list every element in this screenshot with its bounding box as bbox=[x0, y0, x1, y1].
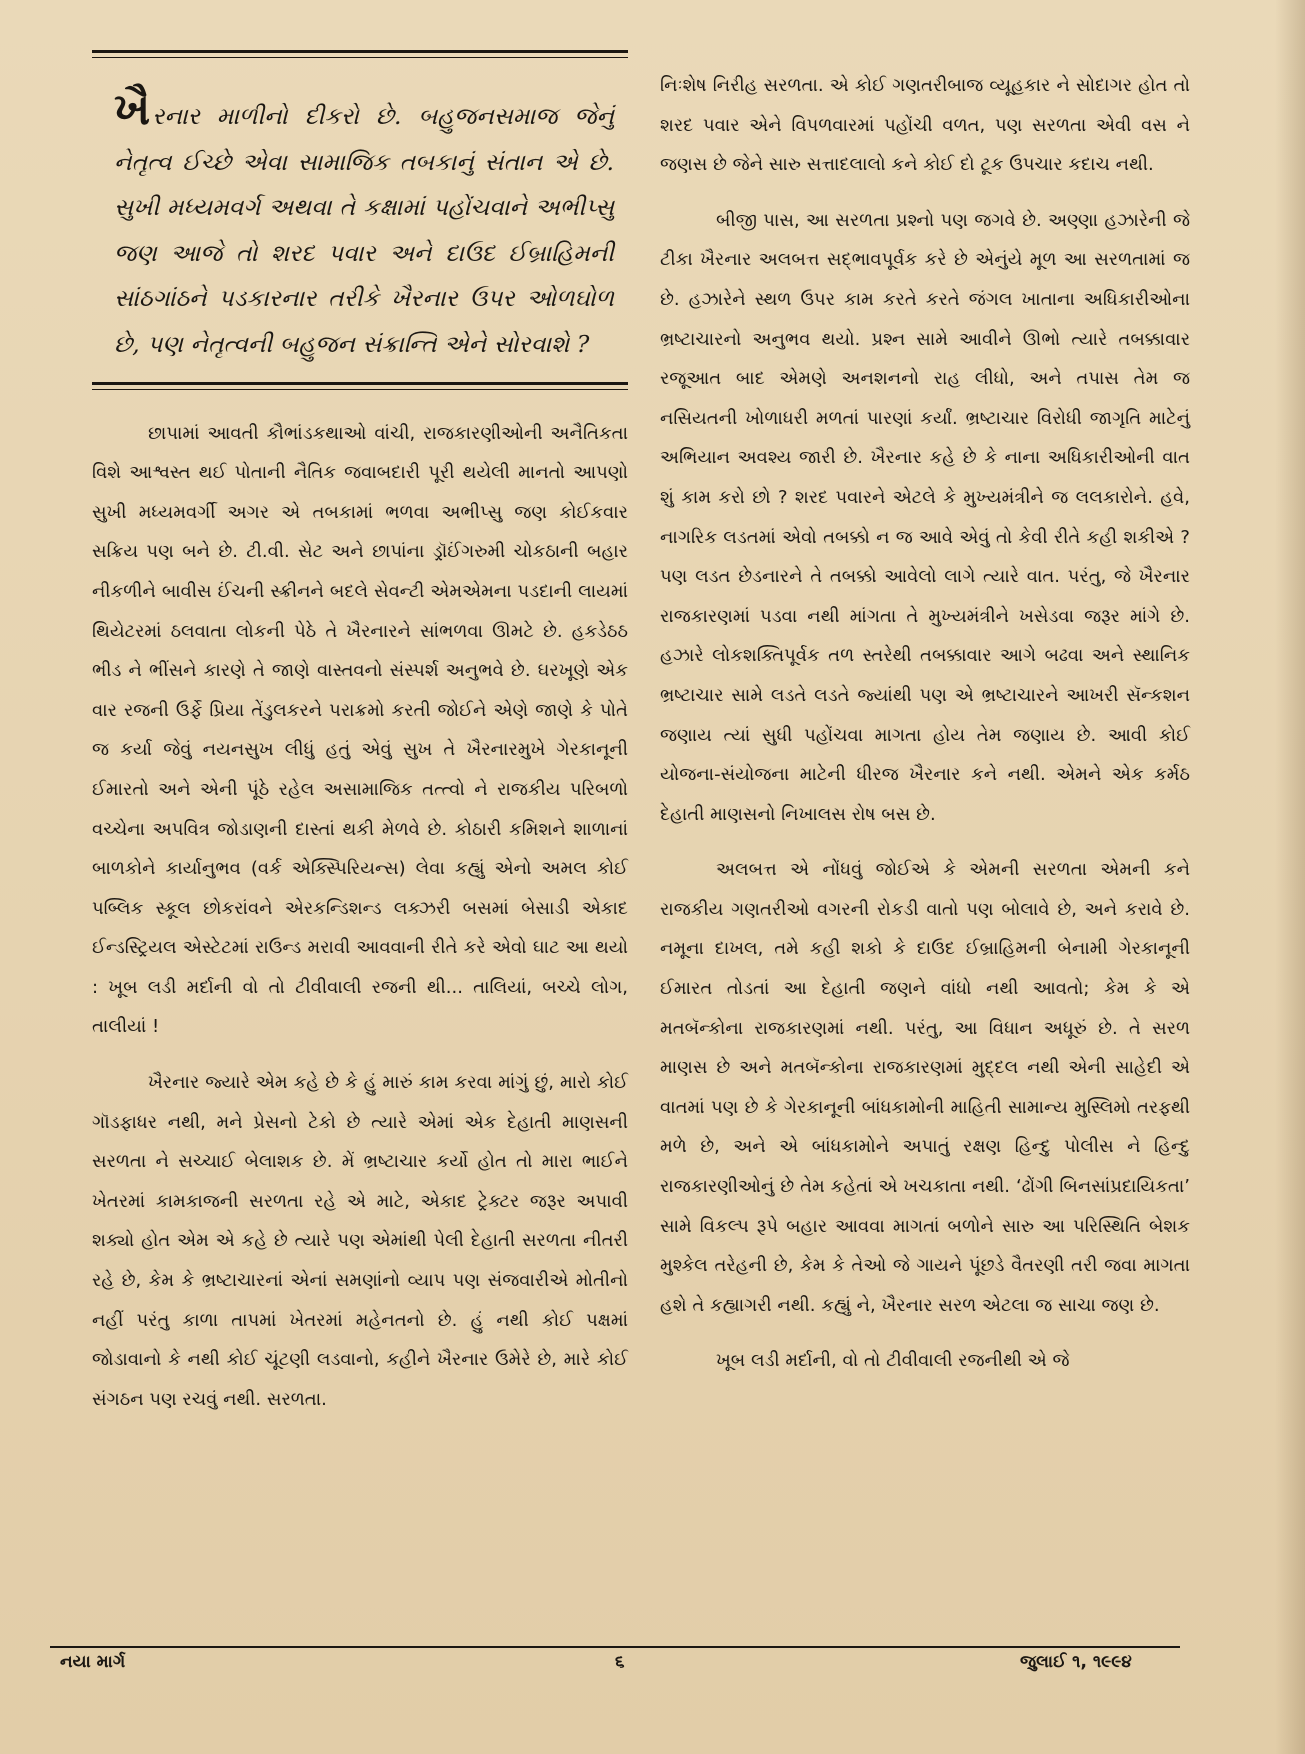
footer-publication: નયા માર્ગ bbox=[60, 1652, 126, 1672]
footer-page-number: ૬ bbox=[615, 1652, 625, 1672]
right-column bbox=[660, 66, 1190, 1381]
page-edge-shadow bbox=[1275, 0, 1305, 1754]
left-body bbox=[92, 414, 628, 1420]
right-paragraph-1: નિઃશેષ નિરીહ સરળતા. એ કોઈ ગણતરીબાજ વ્યૂહકાર ને સોદાગર હોત તો શરદ પવાર એને વિપળવારમાં પહોંચી વળત, પણ સરળતા એવી વસ ને જણસ છે જેને સારુ સત્તાદલાલો કને કોઈ દો ટૂક ઉપચાર કદાચ નથી. bbox=[660, 75, 1190, 176]
right-paragraph-3: અલબત્ત એ નોંધવું જોઈએ કે એમની સરળતા એમની કને રાજકીય ગણતરીઓ વગરની રોકડી વાતો પણ બોલાવે છે, અને કરાવે છે. નમૂના દાખલ, તમે કહી શકો કે દાઉદ ઈબ્રાહિમની બેનામી ગેરકાનૂની ઈમારત તોડતાં આ દેહાતી જણને વાંધો નથી આવતો; કેમ કે એ મતબૅન્કોના રાજકારણમાં નથી. પરંતુ, આ વિધાન અધૂરું છે. તે સરળ માણસ છે અને મતબૅન્કોના રાજકારણમાં મુદ્દલ નથી એની સાહેદી એ વાતમાં પણ છે કે ગેરકાનૂની બાંધકામોની માહિતી સામાન્ય મુસ્લિમો તરફથી મળે છે, અને એ બાંધકામોને અપાતું રક્ષણ હિન્દુ પોલીસ ને હિન્દુ રાજકારણીઓનું છે તેમ કહેતાં એ ખચકાતા નથી. ‘ઢોંગી બિનસાંપ્રદાયિકતા’ સામે વિકલ્પ રૂપે બહાર આવવા માગતાં બળોને સારુ આ પરિસ્થિતિ બેશક મુશ્કેલ તરેહની છે, કેમ કે તેઓ જે ગાયને પૂંછડે વૈતરણી તરી જવા માગતા હશે તે કહ્યાગરી નથી. કહ્યું ને, ખૈરનાર સરળ એટલા જ સાચા જણ છે. bbox=[660, 859, 1190, 1316]
footer-date: જુલાઈ ૧, ૧૯૯૪ bbox=[1020, 1652, 1132, 1672]
right-body bbox=[660, 66, 1190, 1381]
pullquote-bottom-rule bbox=[92, 382, 628, 390]
right-paragraph-2: બીજી પાસ, આ સરળતા પ્રશ્નો પણ જગવે છે. અણ્ણા હઝારેની જે ટીકા ખૈરનાર અલબત્ત સદ્ભાવપૂર્વક કરે છે એનુંયે મૂળ આ સરળતામાં જ છે. હઝારેને સ્થળ ઉપર કામ કરતે કરતે જંગલ ખાતાના અધિકારીઓના ભ્રષ્ટાચારનો અનુભવ થયો. પ્રશ્ન સામે આવીને ઊભો ત્યારે તબક્કાવાર રજૂઆત બાદ એમણે અનશનનો રાહ લીધો, અને તપાસ તેમ જ નસિયતની ખોળાધરી મળતાં પારણાં કર્યાં. ભ્રષ્ટાચાર વિરોધી જાગૃતિ માટેનું અભિયાન અવશ્ય જારી છે. ખૈરનાર કહે છે કે નાના અધિકારીઓની વાત શું કામ કરો છો ? શરદ પવારને એટલે કે મુખ્યમંત્રીને જ લલકારોને. હવે, નાગરિક લડતમાં એવો તબક્કો ન જ આવે એવું તો કેવી રીતે કહી શકીએ ? પણ લડત છેડનારને તે તબક્કો આવેલો લાગે ત્યારે વાત. પરંતુ, જે ખૈરનાર રાજકારણમાં પડવા નથી માંગતા તે મુખ્યમંત્રીને ખસેડવા જરૂર માંગે છે. હઝારે લોકશક્તિપૂર્વક તળ સ્તરેથી તબક્કાવાર આગે બઢવા અને સ્થાનિક ભ્રષ્ટાચાર સામે લડતે લડતે જ્યાંથી પણ એ ભ્રષ્ટાચારને આખરી સૅન્કશન જણાય ત્યાં સુધી પહોંચવા માગતા હોય તેમ જણાય છે. આવી કોઈ યોજના-સંયોજના માટેની ધીરજ ખૈરનાર કને નથી. એમને એક કર્મઠ દેહાતી માણસનો નિખાલસ રોષ બસ છે. bbox=[660, 209, 1190, 825]
left-paragraph-1: છાપામાં આવતી કૌભાંડકથાઓ વાંચી, રાજકારણીઓની અનૈતિકતા વિશે આશ્વસ્ત થઈ પોતાની નૈતિક જવાબદારી પૂરી થયેલી માનતો આપણો સુખી મધ્યમવર્ગી અગર એ તબકામાં ભળવા અભીપ્સુ જણ કોઈકવાર સક્રિય પણ બને છે. ટી.વી. સેટ અને છાપાંના ડ્રૉઈંગરુમી ચોકઠાની બહાર નીકળીને બાવીસ ઈંચની સ્ક્રીનને બદલે સેવન્ટી એમએમના પડદાની લાયમાં થિયેટરમાં ઠલવાતા લોકની પેઠે તે ખૈરનારને સાંભળવા ઊમટે છે. હકડેઠઠ ભીડ ને ભીંસને કારણે તે જાણે વાસ્તવનો સંસ્પર્શ અનુભવે છે. ઘરખૂણે એક વાર રજની ઉર્ફે પ્રિયા તેંડુલકરને પરાક્રમો કરતી જોઈને એણે જાણે કે પોતે જ કર્યા જેવું નયનસુખ લીધું હતું એવું સુખ તે ખૈરનારમુખે ગેરકાનૂની ઈમારતો અને એની પૂંઠે રહેલ અસામાજિક તત્ત્વો ને રાજકીય પરિબળો વચ્ચેના અપવિત્ર જોડાણની દાસ્તાં થકી મેળવે છે. કોઠારી કમિશને શાળાનાં બાળકોને કાર્યાનુભવ (વર્ક એક્સ્પિરિયન્સ) લેવા કહ્યું એનો અમલ કોઈ પબ્લિક સ્કૂલ છોકરાંવને એરકન્ડિશન્ડ લક્ઝરી બસમાં બેસાડી એકાદ ઈન્ડસ્ટ્રિયલ એસ્ટેટમાં રાઉન્ડ મરાવી આવવાની રીતે કરે એવો ઘાટ આ થયો : ખૂબ લડી મર્દાની વો તો ટીવીવાલી રજની થી... તાલિયાં, બચ્ચે લોગ, તાલીયાં ! bbox=[92, 422, 628, 1038]
footer-rule bbox=[50, 1646, 1180, 1648]
pullquote-body: રનાર માળીનો દીકરો છે. બહુજનસમાજ જેનું નેતૃત્વ ઈચ્છે એવા સામાજિક તબકાનું સંતાન એ છે. સુખી મધ્યમવર્ગ અથવા તે કક્ષામાં પહોંચવાને અભીપ્સુ જણ આજે તો શરદ પવાર અને દાઉદ ઈબ્રાહિમની સાંઠગાંઠને પડકારનાર તરીકે ખૈરનાર ઉપર ઓળઘોળ છે, પણ નેતૃત્વની બહુજન સંક્રાન્તિ એને સોરવાશે ? bbox=[114, 102, 614, 358]
pullquote bbox=[92, 58, 628, 382]
right-paragraph-4: ખૂબ લડી મર્દાની, વો તો ટીવીવાલી રજનીથી એ જે bbox=[716, 1350, 1070, 1372]
pullquote-top-rule bbox=[92, 50, 628, 58]
left-column bbox=[92, 50, 628, 1419]
pullquote-text bbox=[114, 84, 614, 368]
left-paragraph-2: ખૈરનાર જ્યારે એમ કહે છે કે હું મારું કામ કરવા માંગું છું, મારો કોઈ ગૉડફાધર નથી, મને પ્રેસનો ટેકો છે ત્યારે એમાં એક દેહાતી માણસની સરળતા ને સચ્ચાઈ બેલાશક છે. મેં ભ્રષ્ટાચાર કર્યો હોત તો મારા ભાઈને ખેતરમાં કામકાજની સરળતા રહે એ માટે, એકાદ ટ્રેક્ટર જરૂર અપાવી શક્યો હોત એમ એ કહે છે ત્યારે પણ એમાંથી પેલી દેહાતી સરળતા નીતરી રહે છે, કેમ કે ભ્રષ્ટાચારનાં એનાં સમણાંનો વ્યાપ પણ સંજવારીએ મોતીનો નહીં પરંતુ કાળા તાપમાં ખેતરમાં મહેનતનો છે. હું નથી કોઈ પક્ષમાં જોડાવાનો કે નથી કોઈ ચૂંટણી લડવાનો, કહીને ખૈરનાર ઉમેરે છે, મારે કોઈ સંગઠન પણ રચવું નથી. સરળતા. bbox=[92, 1072, 628, 1410]
pullquote-dropcap: ખૈ bbox=[114, 84, 151, 135]
